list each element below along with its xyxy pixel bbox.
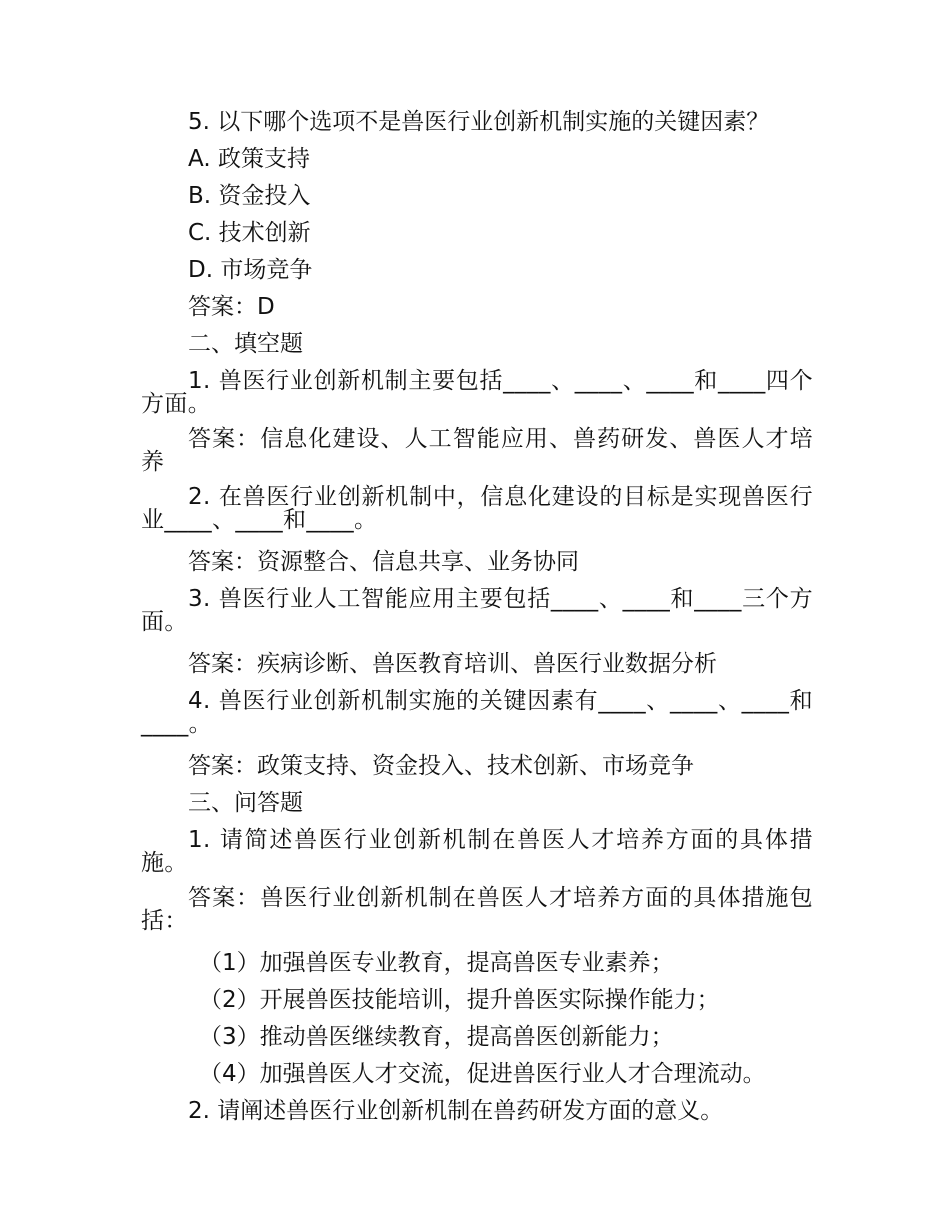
section-3-title: 三、问答题 — [188, 790, 303, 816]
essay-answer-1-point-1: （1）加强兽医专业教育，提高兽医专业素养； — [199, 950, 674, 976]
essay-answer-1-point-2: （2）开展兽医技能培训，提升兽医实际操作能力； — [199, 987, 720, 1013]
fill-question-2: 2. 在兽医行业创新机制中，信息化建设的目标是实现兽医行业____、____和____。 — [141, 484, 813, 533]
question-5-answer: 答案：D — [188, 294, 275, 320]
essay-answer-1-point-4: （4）加强兽医人才交流，促进兽医行业人才合理流动。 — [199, 1061, 766, 1087]
fill-question-1: 1. 兽医行业创新机制主要包括____、____、____和____四个方面。 — [141, 368, 813, 417]
option-b: B. 资金投入 — [188, 183, 311, 209]
essay-answer-1-intro: 答案：兽医行业创新机制在兽医人才培养方面的具体措施包括： — [141, 885, 813, 934]
option-c: C. 技术创新 — [188, 220, 311, 246]
essay-answer-1-point-3: （3）推动兽医继续教育，提高兽医创新能力； — [199, 1024, 674, 1050]
fill-answer-3: 答案：疾病诊断、兽医教育培训、兽医行业数据分析 — [188, 651, 717, 677]
option-d: D. 市场竞争 — [188, 257, 313, 283]
option-a: A. 政策支持 — [188, 146, 310, 172]
fill-answer-4: 答案：政策支持、资金投入、技术创新、市场竞争 — [188, 753, 694, 779]
document-body — [141, 104, 813, 1130]
fill-question-4: 4. 兽医行业创新机制实施的关键因素有____、____、____和____。 — [141, 688, 813, 737]
fill-answer-2: 答案：资源整合、信息共享、业务协同 — [188, 549, 579, 575]
question-5-stem: 5. 以下哪个选项不是兽医行业创新机制实施的关键因素？ — [188, 109, 770, 135]
fill-answer-1: 答案：信息化建设、人工智能应用、兽药研发、兽医人才培养 — [141, 426, 813, 475]
essay-question-1: 1. 请简述兽医行业创新机制在兽医人才培养方面的具体措施。 — [141, 827, 813, 876]
essay-question-2: 2. 请阐述兽医行业创新机制在兽药研发方面的意义。 — [188, 1098, 724, 1124]
section-2-title: 二、填空题 — [188, 331, 303, 357]
fill-question-3: 3. 兽医行业人工智能应用主要包括____、____和____三个方面。 — [141, 586, 813, 635]
